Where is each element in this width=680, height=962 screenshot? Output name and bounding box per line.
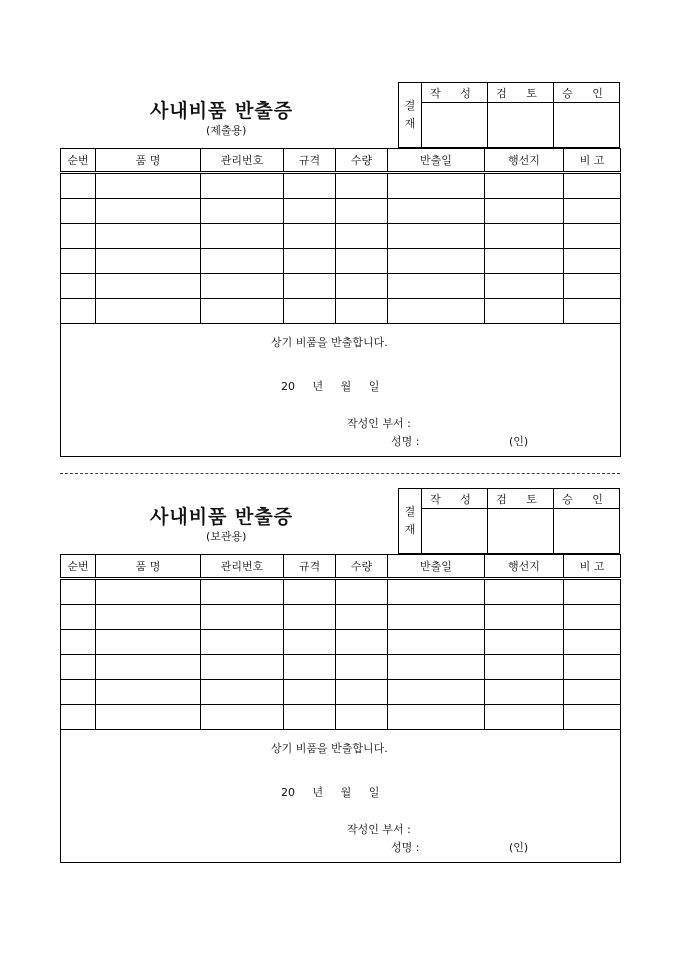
author-name-label: 성명 : [391,841,420,854]
table-cell[interactable] [388,705,485,730]
table-row [61,605,621,630]
table-cell[interactable] [96,655,201,680]
table-cell[interactable] [564,274,621,299]
col-header-mgmt-no: 관리번호 [201,149,284,173]
table-cell[interactable] [485,630,564,655]
role-author: 작 성 [422,489,488,509]
table-cell[interactable] [388,605,485,630]
approval-label [399,489,422,554]
table-cell[interactable] [388,173,485,199]
table-cell[interactable] [388,249,485,274]
table-cell[interactable] [96,199,201,224]
table-row [61,705,621,730]
table-cell[interactable] [485,655,564,680]
seal-mark: (인) [509,435,529,448]
form-title: 사내비품 반출증 [150,100,294,122]
table-cell[interactable] [485,680,564,705]
table-cell[interactable] [61,299,96,324]
table-cell[interactable] [96,249,201,274]
date-line[interactable]: 20 년 월 일 [281,380,380,393]
table-cell[interactable] [201,605,284,630]
table-cell[interactable] [284,680,336,705]
table-cell[interactable] [485,274,564,299]
table-cell[interactable] [96,605,201,630]
footer-cell [61,324,621,457]
table-cell[interactable] [388,655,485,680]
table-cell[interactable] [564,579,621,605]
submission-form [60,82,620,457]
col-header-destination: 행선지 [485,555,564,579]
table-cell[interactable] [201,630,284,655]
table-cell[interactable] [61,705,96,730]
table-cell[interactable] [564,199,621,224]
items-table [60,148,621,457]
table-cell[interactable] [61,630,96,655]
table-cell[interactable] [284,274,336,299]
form-subtitle: (제출용) [206,124,247,137]
col-header-no: 순번 [61,555,96,579]
table-row [61,655,621,680]
col-header-remarks: 비 고 [564,149,621,173]
table-cell[interactable] [201,299,284,324]
table-cell[interactable] [485,705,564,730]
author-department-label: 작성인 부서 : [347,823,411,836]
table-cell[interactable] [284,173,336,199]
seal-mark: (인) [509,841,529,854]
table-cell[interactable] [388,274,485,299]
table-row [61,680,621,705]
table-cell[interactable] [564,224,621,249]
table-cell[interactable] [336,299,388,324]
sign-author-cell[interactable] [422,103,488,148]
table-cell[interactable] [564,605,621,630]
table-cell[interactable] [388,630,485,655]
col-header-qty: 수량 [336,149,388,173]
table-cell[interactable] [336,173,388,199]
table-cell[interactable] [61,605,96,630]
approval-label-bottom: 재 [404,117,416,130]
table-cell[interactable] [284,224,336,249]
table-cell[interactable] [201,249,284,274]
table-cell[interactable] [96,274,201,299]
sign-approve-cell[interactable] [554,509,620,554]
table-cell[interactable] [61,579,96,605]
table-cell[interactable] [201,579,284,605]
table-cell[interactable] [336,655,388,680]
table-cell[interactable] [284,579,336,605]
table-cell[interactable] [96,224,201,249]
table-cell[interactable] [564,655,621,680]
sign-review-cell[interactable] [488,103,554,148]
table-cell[interactable] [336,605,388,630]
table-cell[interactable] [388,299,485,324]
table-cell[interactable] [564,249,621,274]
table-cell[interactable] [485,249,564,274]
col-header-item: 품 명 [96,555,201,579]
table-cell[interactable] [61,249,96,274]
carry-out-statement: 상기 비품을 반출합니다. [271,742,388,755]
footer-row [61,324,621,457]
table-cell[interactable] [388,579,485,605]
author-name-label: 성명 : [391,435,420,448]
table-row [61,173,621,199]
col-header-item: 품 명 [96,149,201,173]
table-cell[interactable] [564,705,621,730]
role-author: 작 성 [422,83,488,103]
cut-line [60,473,620,474]
table-cell[interactable] [284,655,336,680]
table-cell[interactable] [201,655,284,680]
table-cell[interactable] [284,705,336,730]
col-header-out-date: 반출일 [388,149,485,173]
sign-review-cell[interactable] [488,509,554,554]
table-cell[interactable] [284,199,336,224]
table-cell[interactable] [96,680,201,705]
col-header-mgmt-no: 관리번호 [201,555,284,579]
items-table [60,554,621,863]
approval-label [399,83,422,148]
table-cell[interactable] [485,605,564,630]
footer-cell [61,730,621,863]
sign-author-cell[interactable] [422,509,488,554]
table-cell[interactable] [564,630,621,655]
table-cell[interactable] [336,249,388,274]
table-cell[interactable] [201,173,284,199]
table-row [61,630,621,655]
table-cell[interactable] [96,173,201,199]
table-cell[interactable] [96,705,201,730]
table-cell[interactable] [284,299,336,324]
approval-box [398,82,620,148]
table-cell[interactable] [336,274,388,299]
table-row [61,299,621,324]
table-cell[interactable] [61,173,96,199]
archive-form [60,488,620,863]
table-row [61,579,621,605]
table-cell[interactable] [201,224,284,249]
form-header [60,488,620,554]
form-subtitle: (보관용) [206,530,247,543]
table-cell[interactable] [61,274,96,299]
col-header-remarks: 비 고 [564,555,621,579]
table-row [61,274,621,299]
table-cell[interactable] [201,199,284,224]
table-cell[interactable] [388,199,485,224]
author-department-label: 작성인 부서 : [347,417,411,430]
table-cell[interactable] [485,224,564,249]
table-cell[interactable] [388,224,485,249]
table-cell[interactable] [564,299,621,324]
approval-label-top: 결 [404,505,416,518]
table-cell[interactable] [96,299,201,324]
role-review: 검 토 [488,489,554,509]
col-header-no: 순번 [61,149,96,173]
table-cell[interactable] [336,705,388,730]
role-approve: 승 인 [554,83,620,103]
table-cell[interactable] [61,224,96,249]
table-row [61,249,621,274]
sign-approve-cell[interactable] [554,103,620,148]
table-cell[interactable] [284,249,336,274]
role-approve: 승 인 [554,489,620,509]
approval-box [398,488,620,554]
col-header-spec: 규격 [284,555,336,579]
carry-out-statement: 상기 비품을 반출합니다. [271,336,388,349]
table-cell[interactable] [284,605,336,630]
table-cell[interactable] [201,274,284,299]
form-title: 사내비품 반출증 [150,506,294,528]
col-header-out-date: 반출일 [388,555,485,579]
table-row [61,199,621,224]
footer-row [61,730,621,863]
table-cell[interactable] [336,224,388,249]
approval-label-bottom: 재 [404,523,416,536]
approval-label-top: 결 [404,99,416,112]
table-cell[interactable] [336,680,388,705]
table-header-row [61,149,621,173]
table-cell[interactable] [485,173,564,199]
table-cell[interactable] [61,199,96,224]
date-line[interactable]: 20 년 월 일 [281,786,380,799]
table-cell[interactable] [336,579,388,605]
table-header-row [61,555,621,579]
table-cell[interactable] [201,680,284,705]
col-header-destination: 행선지 [485,149,564,173]
table-cell[interactable] [336,630,388,655]
table-cell[interactable] [485,299,564,324]
form-header [60,82,620,148]
table-cell[interactable] [485,579,564,605]
table-cell[interactable] [61,655,96,680]
table-cell[interactable] [96,630,201,655]
col-header-spec: 규격 [284,149,336,173]
table-cell[interactable] [388,680,485,705]
col-header-qty: 수량 [336,555,388,579]
table-row [61,224,621,249]
table-cell[interactable] [485,199,564,224]
table-cell[interactable] [336,199,388,224]
role-review: 검 토 [488,83,554,103]
table-cell[interactable] [284,630,336,655]
table-cell[interactable] [61,680,96,705]
table-cell[interactable] [564,680,621,705]
table-cell[interactable] [564,173,621,199]
table-cell[interactable] [201,705,284,730]
table-cell[interactable] [96,579,201,605]
